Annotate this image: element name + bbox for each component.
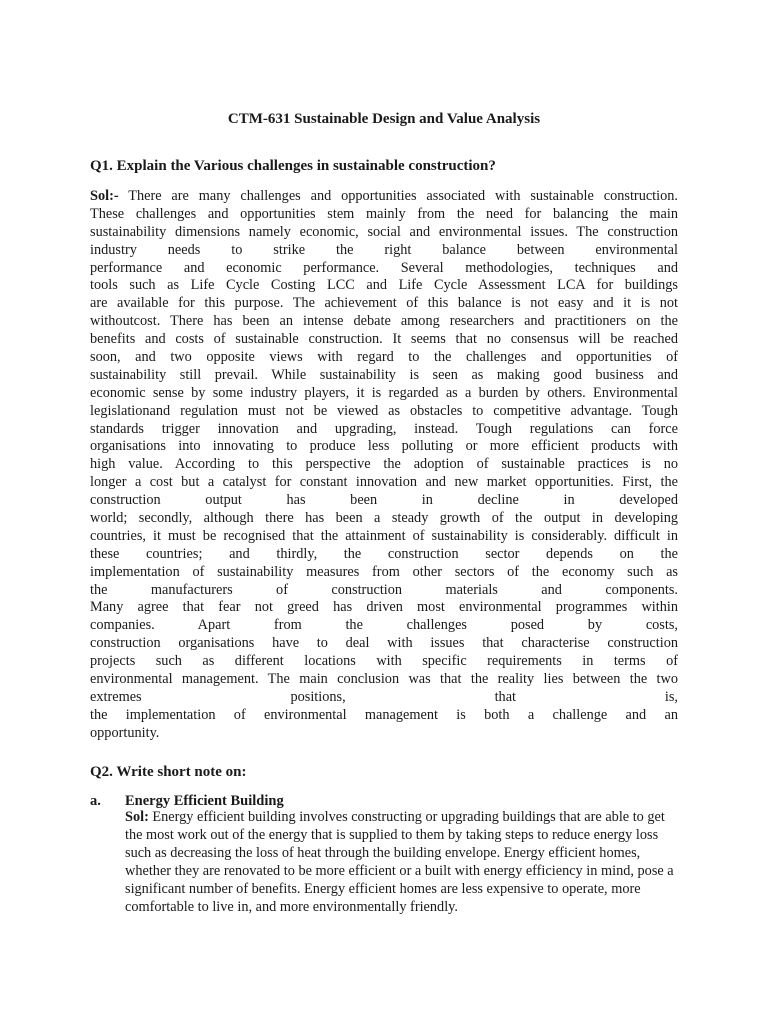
answer-line-text: construction output has been in decline in developed — [90, 492, 678, 509]
answer-line — [90, 421, 678, 439]
answer-line — [90, 599, 678, 617]
answer-line — [90, 188, 678, 206]
answer-line — [90, 295, 678, 313]
answer-line-text: countries, it must be recognised that the attainment of sustainability is considerably. difficult in — [90, 527, 678, 544]
answer-line — [90, 313, 678, 331]
answer-line-text: benefits and costs of sustainable construction. It seems that no consensus will be reached — [90, 331, 678, 348]
answer-line-text: sustainability dimensions namely economic, social and environmental issues. The construction — [90, 223, 678, 240]
answer-line-text: economic sense by some industry players, it is regarded as a burden by others. Environmental — [90, 384, 678, 401]
answer-line — [90, 725, 678, 743]
answer-line — [90, 617, 678, 635]
answer-line — [90, 242, 678, 260]
answer-line-text: organisations into innovating to produce less polluting or more efficient products with — [90, 438, 678, 455]
answer-line — [90, 671, 678, 689]
short-note-body — [125, 809, 679, 916]
sol-label: Sol:- — [90, 188, 119, 204]
answer-line — [90, 707, 678, 725]
answer-line — [90, 260, 678, 278]
answer-line — [90, 456, 678, 474]
answer-line-text: projects such as different locations with specific requirements in terms of — [90, 653, 678, 670]
question-1-heading: Q1. Explain the Various challenges in sustainable construction? — [90, 158, 496, 174]
answer-line — [90, 206, 678, 224]
answer-line-text: tools such as Life Cycle Costing LCC and Life Cycle Assessment LCA for buildings — [90, 277, 678, 294]
answer-line — [90, 385, 678, 403]
answer-line-text: opportunity. — [90, 724, 160, 741]
answer-line-text: legislationand regulation must not be viewed as obstacles to competitive advantage. Tough — [90, 402, 678, 419]
answer-line — [90, 510, 678, 528]
answer-line — [90, 367, 678, 385]
answer-line-text: longer a cost but a catalyst for constant innovation and new market opportunities. First, the — [90, 474, 678, 491]
answer-line-text: these countries; and thirdly, the construction sector depends on the — [90, 545, 678, 562]
document-page — [90, 0, 678, 1024]
answer-line-text: standards trigger innovation and upgrading, instead. Tough regulations can force — [90, 420, 678, 437]
answer-line — [90, 331, 678, 349]
answer-line — [90, 474, 678, 492]
answer-line — [90, 546, 678, 564]
answer-line-text: withoutcost. There has been an intense debate among researchers and practitioners on the — [90, 313, 678, 330]
answer-line — [90, 349, 678, 367]
answer-line — [90, 492, 678, 510]
answer-line-text: soon, and two opposite views with regard to the challenges and opportunities of — [90, 349, 678, 366]
answer-line-text: extremes positions, that is, — [90, 688, 678, 705]
answer-line — [90, 635, 678, 653]
answer-line-text: the implementation of environmental management is both a challenge and an — [90, 706, 678, 723]
answer-line-text: implementation of sustainability measures from other sectors of the economy such as — [90, 563, 678, 580]
answer-line-text: performance and economic performance. Several methodologies, techniques and — [90, 259, 678, 276]
short-note-heading: Energy Efficient Building — [125, 793, 284, 809]
answer-line — [90, 689, 678, 707]
short-note-text: Energy efficient building involves constructing or upgrading buildings that are able to get the most work out of the energy that is supplied to them by taking steps to reduce energy loss such as decreasing the loss of heat through the building envelope. Energy efficient homes, whether they are renovated to be more efficient or a built with energy efficiency in mind, pose a significant number of benefits. Energy efficient homes are less expensive to operate, more comfortable to live in, and more environmentally friendly. — [125, 809, 674, 915]
answer-line-text: Many agree that fear not greed has driven most environmental programmes within — [90, 599, 678, 616]
document-title: CTM-631 Sustainable Design and Value Analysis — [227, 111, 541, 127]
answer-line — [90, 582, 678, 600]
answer-line-text: world; secondly, although there has been a steady growth of the output in developing — [90, 510, 678, 527]
list-marker: a. — [90, 793, 101, 809]
answer-line-text: sustainability still prevail. While sustainability is seen as making good business and — [90, 366, 678, 383]
answer-line-text: There are many challenges and opportunities associated with sustainable construction. — [118, 188, 678, 204]
answer-line-text: companies. Apart from the challenges posed by costs, — [90, 617, 678, 634]
answer-line-text: the manufacturers of construction materials and components. — [90, 581, 678, 598]
answer-line — [90, 528, 678, 546]
answer-line-text: These challenges and opportunities stem mainly from the need for balancing the main — [90, 205, 678, 222]
sol-label: Sol: — [125, 809, 149, 825]
answer-line — [90, 224, 678, 242]
answer-line — [90, 403, 678, 421]
answer-line — [90, 277, 678, 295]
question-1-answer — [90, 188, 678, 743]
answer-line — [90, 564, 678, 582]
question-2-heading: Q2. Write short note on: — [90, 764, 247, 780]
answer-line-text: construction organisations have to deal with issues that characterise construction — [90, 635, 678, 652]
answer-line — [90, 653, 678, 671]
answer-line-text: industry needs to strike the right balance between environmental — [90, 241, 678, 258]
answer-line-text: are available for this purpose. The achievement of this balance is not easy and it is not — [90, 295, 678, 312]
answer-line — [90, 438, 678, 456]
answer-line-text: high value. According to this perspective the adoption of sustainable practices is no — [90, 456, 678, 473]
answer-line-text: environmental management. The main conclusion was that the reality lies between the two — [90, 671, 678, 688]
